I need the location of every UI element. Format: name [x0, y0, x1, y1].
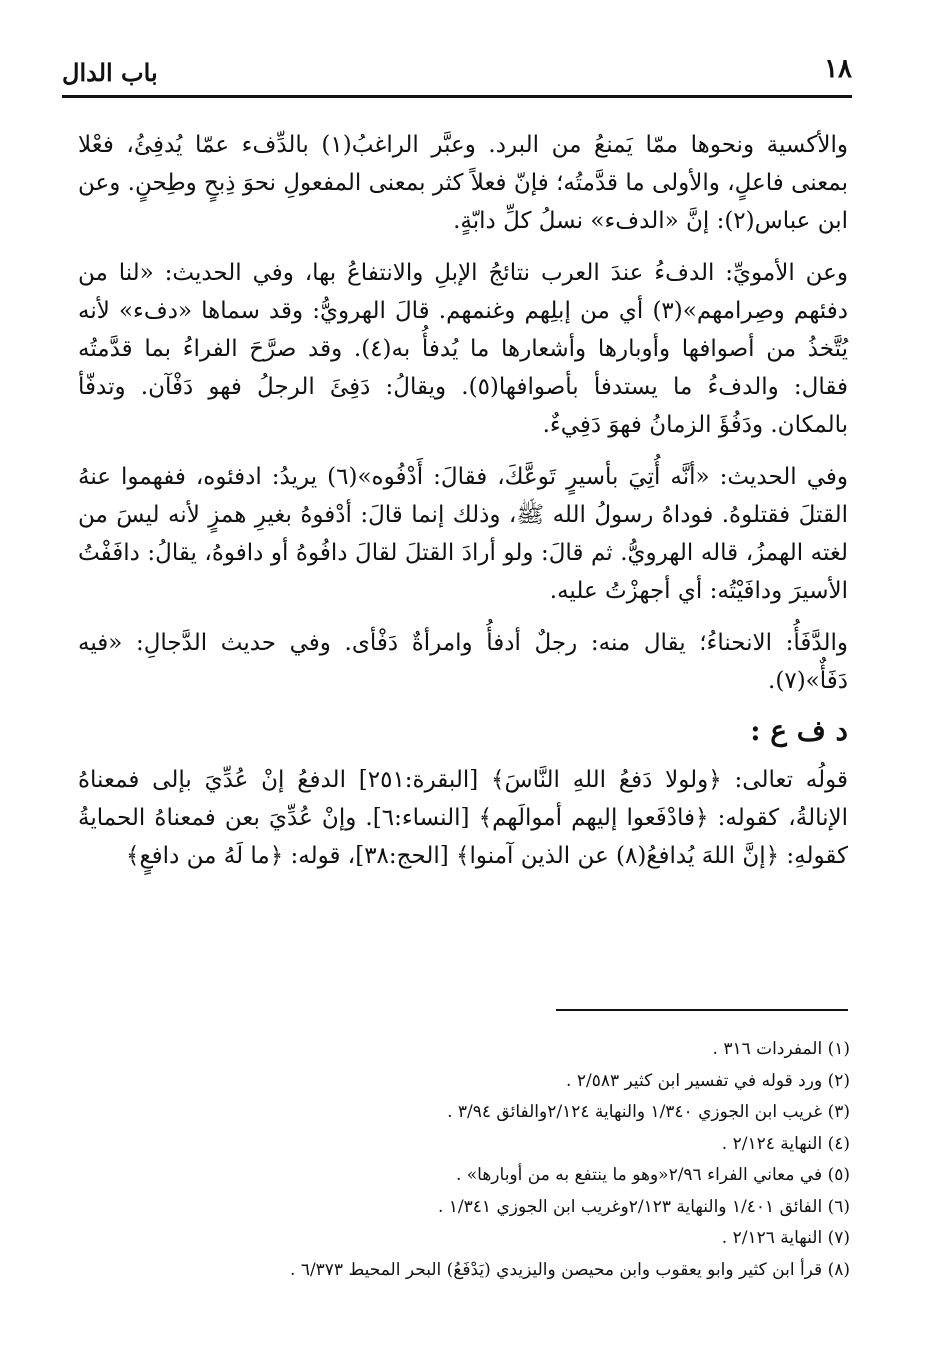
- footnote-2: (٢) ورد قوله في تفسير ابن كثير ٢/٥٨٣ .: [566, 1070, 850, 1091]
- page-number: ١٨: [824, 54, 852, 84]
- header-rule: [62, 95, 852, 98]
- main-text: [78, 126, 848, 889]
- page-header: [62, 52, 852, 98]
- footnote-5: (٥) في معاني الفراء ٢/٩٦«وهو ما ينتفع به من أوبارها» .: [455, 1165, 850, 1185]
- footnote-8: (٨) قرأ ابن كثير وابو يعقوب وابن محيصن واليزيدي (يَدْفَعُ) البحر المحيط ٦/٣٧٣ .: [290, 1259, 850, 1280]
- paragraph-1: والأكسية ونحوها ممّا يَمنعُ من البرد. وعبَّر الراغبُ(١) بالدِّفء عمّا يُدفِئُ، فعْلا بمعنى فاعلٍ، والأولى ما قدَّمتُه؛ فإنّ فعلاً كثر بمعنى المفعولِ نحوَ ذِبحٍ وطِحنٍ. وعن ابن عباس(٢): إنَّ «الدفء» نسلُ كلِّ دابّةٍ.: [78, 132, 848, 234]
- footnotes: [80, 1034, 850, 1286]
- footnote-4: (٤) النهاية ٢/١٢٤ .: [721, 1133, 850, 1154]
- footnote-7: (٧) النهاية ٢/١٢٦ .: [721, 1228, 850, 1248]
- chapter-title: باب الدال: [62, 58, 158, 87]
- section-paragraph: قولُه تعالى: ﴿ولولا دَفعُ اللهِ النَّاسَ﴾ [البقرة:٢٥١] الدفعُ إنْ عُدِّيَ بإلى فمعناهُ الإنالةُ، كقوله: ﴿فادْفَعوا إليهم أموالَهم﴾ [النساء:٦]. وإنْ عُدِّيَ بعن فمعناهُ الحمايةُ كقولهِ: ﴿إنَّ اللهَ يُدافعُ(٨) عن الذين آمنوا﴾ [الحج:٣٨]، قوله: ﴿ما لَهُ من دافعٍ﴾: [78, 767, 848, 869]
- paragraph-3: وفي الحديث: «أنَّه أُتِيَ بأسيرٍ تَوعَّكَ، فقالَ: أَدْفُوه»(٦) يريدُ: ادفئوه، ففهموا عنهُ القتلَ فقتلوهُ. فوداهُ رسولُ الله ﷺ، وذلك إنما قالَ: أدْفوهُ بغيرِ همزٍ لأنه ليسَ من لغته الهمزُ، قاله الهرويُّ. ثم قالَ: ولو أرادَ القتلَ لقالَ دافُوهُ أو دافوهُ، يقالُ: دافَفْتُ الأسيرَ ودافَيْتُه: أي أجهزْتُ عليه.: [78, 464, 848, 604]
- footnote-3: (٣) غريب ابن الجوزي ١/٣٤٠ والنهاية ٢/١٢٤والفائق ٣/٩٤ .: [447, 1102, 850, 1122]
- section-heading: د ف ع :: [750, 714, 848, 747]
- footnote-1: (١) المفردات ٣١٦ .: [712, 1039, 850, 1059]
- footnote-rule: [556, 1009, 848, 1011]
- paragraph-4: والدَّفَأُ: الانحناءُ؛ يقال منه: رجلٌ أدفأُ وامرأةٌ دَفْأى. وفي حديث الدَّجالِ: «فيه دَفَأٌ»(٧).: [78, 630, 848, 694]
- footnote-6: (٦) الفائق ١/٤٠١ والنهاية ٢/١٢٣وغريب ابن الجوزي ١/٣٤١ .: [437, 1196, 850, 1217]
- paragraph-2: وعن الأمويِّ: الدفءُ عندَ العرب نتائجُ الإبلِ والانتفاعُ بها، وفي الحديث: «لنا من دفئهم وصِرامهم»(٣) أي من إبلِهم وغنمهم. قالَ الهرويُّ: وقد سماها «دفء» لأنه يُتَّخذُ من أصوافها وأوبارها وأشعارها ما يُدفأُ به(٤). وقد صرَّحَ الفراءُ بما قدَّمتُه فقال: والدفءُ ما يستدفأ بأصوافها(٥). ويقالُ: دَفِئَ الرجلُ فهو دَفْآن. وتدفّأ بالمكان. ودَفُؤَ الزمانُ فهوَ دَفِيءٌ.: [78, 260, 848, 438]
